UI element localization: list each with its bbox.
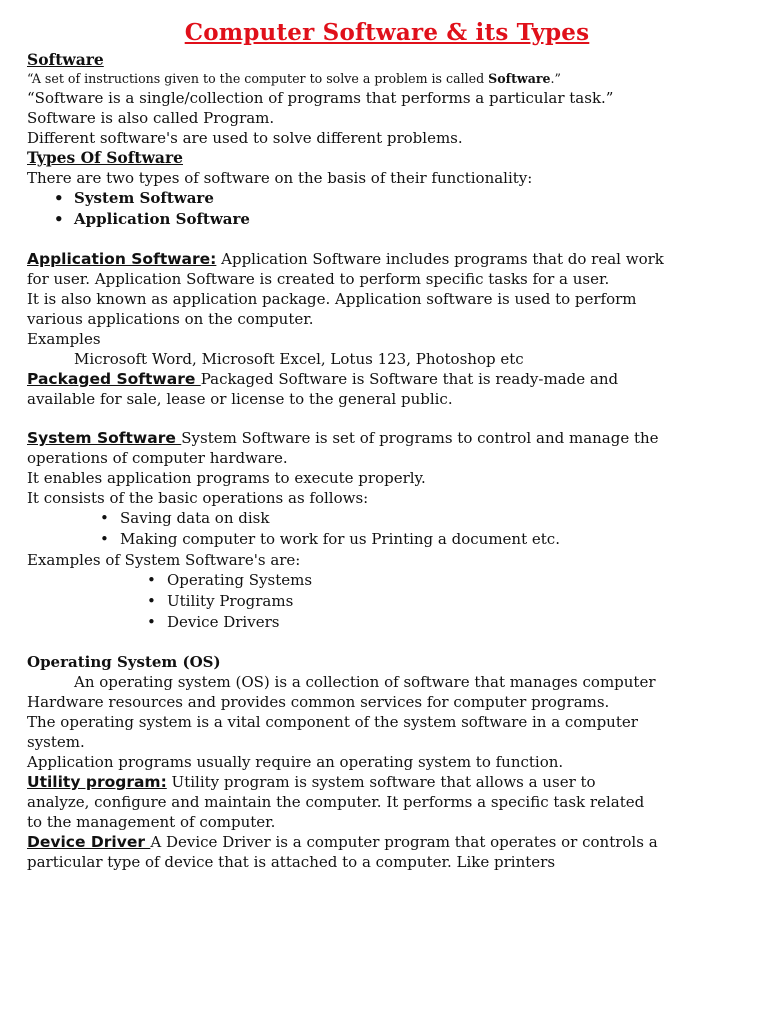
software-line-2: “Software is a single/collection of programs that performs a particular task.” — [27, 89, 614, 107]
software-line-4: Different software's are used to solve different problems. — [27, 129, 463, 147]
spacer — [27, 230, 747, 249]
types-heading: Types Of Software — [27, 148, 183, 167]
system-examples-list — [27, 570, 747, 633]
spacer — [27, 633, 747, 652]
application-line-3: It is also known as application package. Application software is used to perform — [27, 290, 637, 308]
os-line-5: Application programs usually require an operating system to function. — [27, 753, 564, 771]
utility-line-2: analyze, configure and maintain the computer. It performs a specific task related — [27, 793, 645, 811]
os-line-4: system. — [27, 733, 85, 751]
list-item: • Utility Programs — [167, 591, 747, 612]
driver-text-1: A Device Driver is a computer program that operates or controls a — [150, 833, 658, 851]
application-examples-label: Examples — [27, 330, 101, 348]
definition-end: .” — [550, 71, 561, 86]
application-line-2: for user. Application Software is created to perform specific tasks for a user. — [27, 270, 610, 288]
definition-text: “A set of instructions given to the computer to solve a problem is called — [27, 71, 489, 86]
software-definition — [27, 70, 747, 88]
system-examples-label: Examples of System Software's are: — [27, 551, 301, 569]
list-item: • System Software — [74, 188, 747, 209]
utility-heading: Utility program: — [27, 773, 167, 791]
system-text-1: System Software is set of programs to control and manage the — [181, 429, 659, 447]
types-heading-line — [27, 148, 747, 168]
document-title: Computer Software & its Types — [184, 19, 590, 46]
os-line-3: The operating system is a vital component of the system software in a computer — [27, 713, 638, 731]
system-line-2: operations of computer hardware. — [27, 449, 288, 467]
software-line-3: Software is also called Program. — [27, 109, 275, 127]
list-item: • Operating Systems — [167, 570, 747, 591]
definition-bold-term: Software — [488, 71, 551, 86]
os-line-2: Hardware resources and provides common services for computer programs. — [27, 693, 610, 711]
packaged-text-1: Packaged Software is Software that is ready-made and — [200, 370, 619, 388]
utility-line-1 — [27, 772, 747, 792]
system-line-1 — [27, 428, 747, 448]
types-list — [27, 188, 747, 230]
packaged-heading: Packaged Software — [27, 370, 201, 388]
list-item: • Saving data on disk — [120, 508, 747, 529]
driver-line-2: particular type of device that is attached to a computer. Like printers — [27, 853, 556, 871]
driver-line-1 — [27, 832, 747, 852]
software-heading-line — [27, 50, 747, 70]
spacer — [27, 409, 747, 428]
os-heading: Operating System (OS) — [27, 653, 221, 671]
software-heading: Software — [27, 50, 104, 69]
packaged-line-2: available for sale, lease or license to the general public. — [27, 390, 453, 408]
application-line-1 — [27, 249, 747, 269]
application-examples: Microsoft Word, Microsoft Excel, Lotus 123, Photoshop etc — [74, 350, 524, 368]
application-heading: Application Software: — [27, 250, 217, 268]
system-line-4: It consists of the basic operations as follows: — [27, 489, 369, 507]
utility-text-1: Utility program is system software that allows a user to — [166, 773, 596, 791]
list-item: • Making computer to work for us Printing a document etc. — [120, 529, 747, 550]
document-page — [27, 16, 747, 872]
application-line-4: various applications on the computer. — [27, 310, 314, 328]
os-heading-line — [27, 652, 747, 672]
os-line-1: An operating system (OS) is a collection of software that manages computer — [74, 673, 656, 691]
system-heading: System Software — [27, 429, 182, 447]
system-operations-list — [27, 508, 747, 550]
types-intro: There are two types of software on the basis of their functionality: — [27, 169, 533, 187]
list-item: • Device Drivers — [167, 612, 747, 633]
list-item: • Application Software — [74, 209, 747, 230]
packaged-line-1 — [27, 369, 747, 389]
driver-heading: Device Driver — [27, 833, 151, 851]
utility-line-3: to the management of computer. — [27, 813, 276, 831]
system-line-3: It enables application programs to execute properly. — [27, 469, 426, 487]
application-text-1: Application Software includes programs that do real work — [216, 250, 664, 268]
